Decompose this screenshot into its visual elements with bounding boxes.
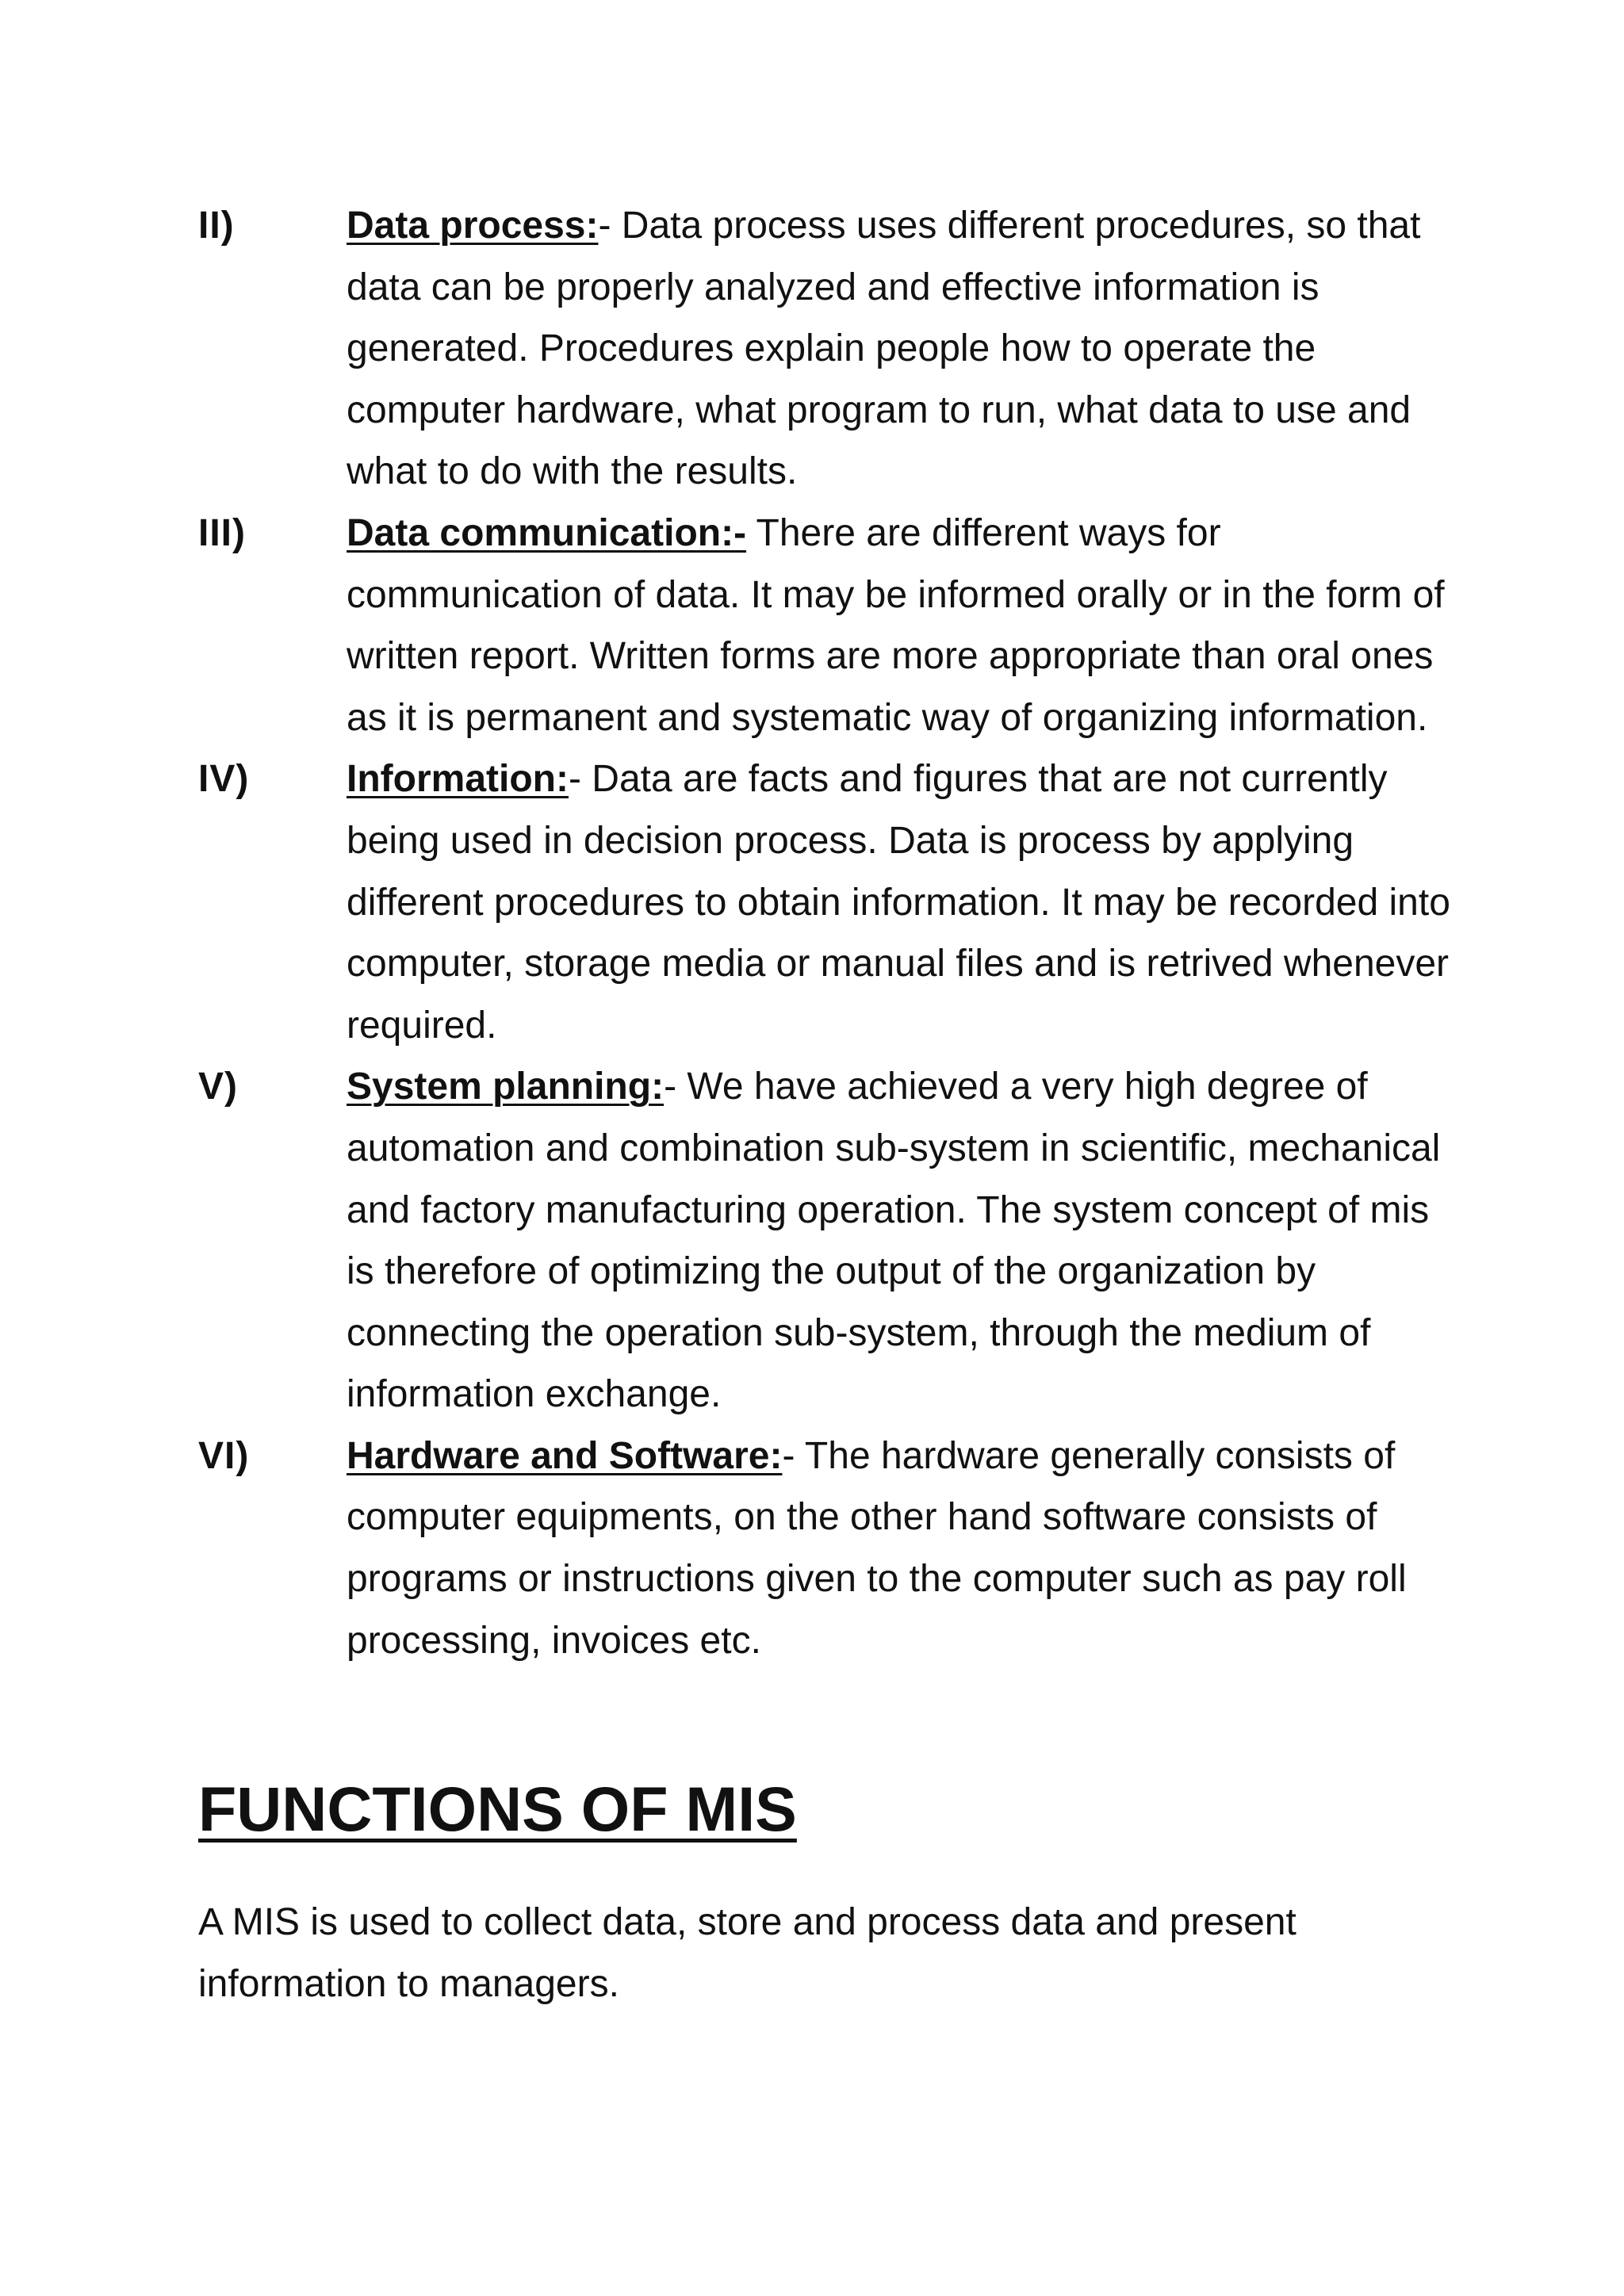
list-item-term: System planning:	[347, 1066, 665, 1108]
list-item-body	[347, 1425, 1451, 1671]
list-item-description: - The hardware generally consists of computer equipments, on the other hand software consists of programs or instructions given to the computer such as pay roll processing, invoices etc.	[347, 1434, 1407, 1662]
list-item-term: Data communication:-	[347, 511, 747, 554]
list-item-term: Data process:	[347, 205, 599, 247]
definition-list	[198, 195, 1451, 1671]
list-item-term: Hardware and Software:	[347, 1434, 783, 1477]
list-item-numeral: IV)	[198, 758, 250, 801]
list-item-description: - Data process uses different procedures, so that data can be properly analyzed and effective information is generated. Procedures explain people how to operate the computer hardware, what program to run, what data to use and what to do with the results.	[347, 205, 1421, 493]
list-item-numeral: III)	[198, 511, 246, 554]
list-item-numeral: II)	[198, 205, 235, 247]
list-item-hardware-and-software	[198, 1425, 1451, 1671]
section-heading: FUNCTIONS OF MIS	[198, 1774, 797, 1844]
list-item-system-planning	[198, 1056, 1451, 1425]
list-item-information	[198, 748, 1451, 1056]
list-item-body	[347, 195, 1451, 503]
list-item-numeral: V)	[198, 1066, 238, 1108]
list-item-body	[347, 503, 1451, 748]
list-item-term: Information:	[347, 758, 569, 801]
list-item-description: - Data are facts and figures that are not currently being used in decision process. Data is process by applying different procedures to obtain information. It may be recorded into computer, storage media or manual files and is retrived whenever required.	[347, 758, 1450, 1047]
section-intro-paragraph: A MIS is used to collect data, store and process data and present information to managers.	[198, 1901, 1297, 2005]
list-item-body	[347, 748, 1451, 1056]
list-item-description: There are different ways for communication of data. It may be informed orally or in the form of written report. Written forms are more appropriate than oral ones as it is permanent and systematic way of organizing information.	[347, 511, 1445, 739]
list-item-numeral: VI)	[198, 1434, 250, 1477]
list-item-data-communication	[198, 503, 1451, 748]
list-item-description: - We have achieved a very high degree of automation and combination sub-system in scientific, mechanical and factory manufacturing operation. The system concept of mis is therefore of optimizing the output of the organization by connecting the operation sub-system, through the medium of information exchange.	[347, 1066, 1441, 1416]
list-item-data-process	[198, 195, 1451, 503]
list-item-body	[347, 1056, 1451, 1425]
